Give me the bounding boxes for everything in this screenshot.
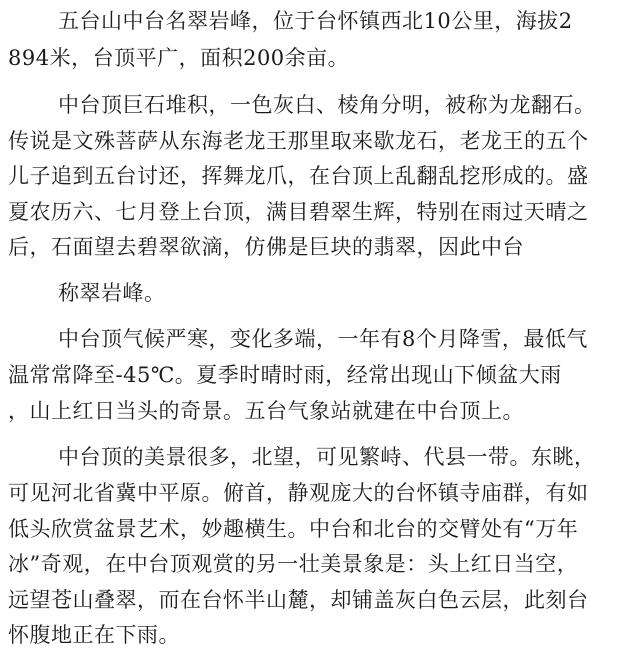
paragraph-5-line-1: 中台顶的美景很多，北望，可见繁峙、代县一带。东眺， — [58, 445, 596, 469]
paragraph-1-line-1: 五台山中台名翠岩峰，位于台怀镇西北10公里，海拔2 — [58, 9, 573, 33]
paragraph-5-line-2: 可见河北省冀中平原。俯首，静观庞大的台怀镇寺庙群，有如 — [8, 481, 589, 505]
paragraph-2-line-2: 传说是文殊菩萨从东海老龙王那里取来歇龙石，老龙王的五个 — [8, 129, 589, 153]
paragraph-2-line-5: 后，石面望去碧翠欲滴，仿佛是巨块的翡翠，因此中台 — [8, 235, 524, 259]
paragraph-2-line-3: 儿子追到五台讨还，挥舞龙爪，在台顶上乱翻乱挖形成的。盛 — [8, 164, 589, 188]
paragraph-5-line-6: 怀腹地正在下雨。 — [8, 623, 180, 647]
paragraph-2-line-1: 中台顶巨石堆积，一色灰白、棱角分明，被称为龙翻石。 — [58, 93, 596, 117]
paragraph-2-line-4: 夏农历六、七月登上台顶，满目碧翠生辉，特别在雨过天晴之 — [8, 200, 589, 224]
paragraph-4-line-3: ，山上红日当头的奇景。五台气象站就建在中台顶上。 — [8, 399, 524, 423]
paragraph-4-line-2: 温常常降至-45℃。夏季时晴时雨，经常出现山下倾盆大雨 — [8, 363, 562, 387]
paragraph-4-line-1: 中台顶气候严寒，变化多端，一年有8个月降雪，最低气 — [58, 327, 588, 351]
paragraph-5-line-4: 冰”奇观，在中台顶观赏的另一壮美景象是：头上红日当空， — [8, 552, 579, 576]
paragraph-5-line-3: 低头欣赏盆景艺术，妙趣横生。中台和北台的交臂处有“万年 — [8, 517, 579, 541]
paragraph-1-line-2: 894米，台顶平广，面积200余亩。 — [8, 46, 350, 70]
paragraph-3-line-1: 称翠岩峰。 — [58, 281, 166, 305]
paragraph-5-line-5: 远望苍山叠翠，而在台怀半山麓，却铺盖灰白色云层，此刻台 — [8, 588, 589, 612]
